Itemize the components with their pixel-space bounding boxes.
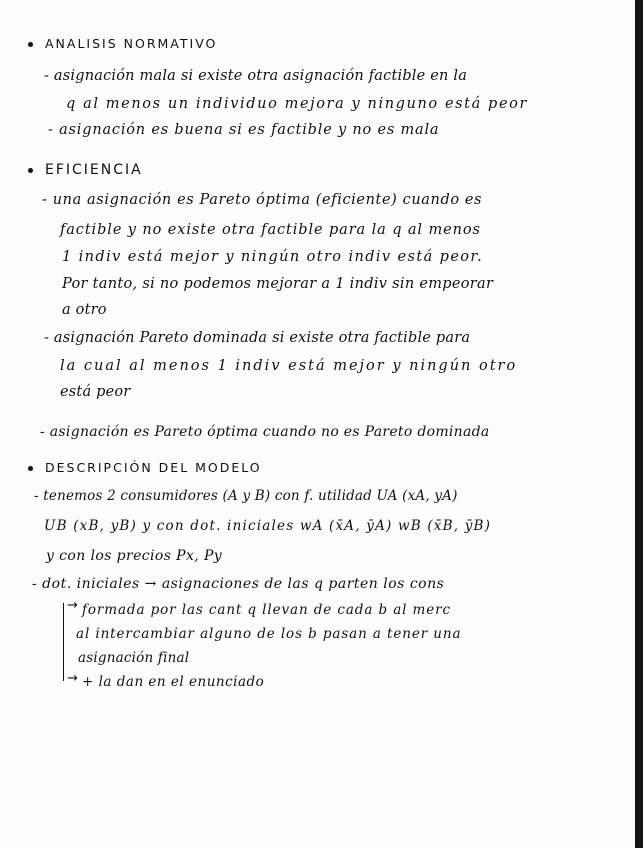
section-title-analisis: [28, 36, 217, 51]
analisis-title-text: ANALISIS NORMATIVO: [45, 36, 218, 51]
eficiencia-line-1: - una asignación es Pareto óptima (eficiente) cuando es: [42, 192, 483, 208]
modelo-title-text: DESCRIPCIÓN DEL MODELO: [45, 460, 262, 475]
section-title-eficiencia: [28, 162, 143, 178]
modelo-line-3: y con los precios Px, Py: [46, 548, 223, 564]
bullet-icon: [28, 168, 33, 173]
eficiencia-line-6: - asignación Pareto dominada si existe otra factible para: [44, 330, 471, 346]
grouping-bracket: [63, 603, 70, 681]
bullet-icon: [28, 466, 33, 471]
modelo-line-5: formada por las cant q llevan de cada b al merc: [82, 602, 451, 618]
arrow-right-icon: →: [67, 671, 78, 686]
eficiencia-line-4: Por tanto, si no podemos mejorar a 1 indiv sin empeorar: [62, 276, 494, 292]
arrow-right-icon: →: [67, 598, 78, 613]
analisis-line-1: - asignación mala si existe otra asignación factible en la: [44, 68, 468, 84]
eficiencia-line-3: 1 indiv está mejor y ningún otro indiv está peor.: [62, 249, 484, 265]
analisis-line-2: q al menos un individuo mejora y ninguno está peor: [66, 96, 528, 112]
eficiencia-line-2: factible y no existe otra factible para la q al menos: [60, 222, 481, 238]
modelo-line-7: asignación final: [78, 650, 190, 666]
page-edge-shadow: [635, 0, 643, 848]
bullet-icon: [28, 42, 33, 47]
eficiencia-title-text: EFICIENCIA: [45, 162, 143, 178]
modelo-line-6: al intercambiar alguno de los b pasan a tener una: [76, 626, 462, 642]
analisis-line-3: - asignación es buena si es factible y no es mala: [48, 122, 440, 138]
modelo-line-2: UB (xB, yB) y con dot. iniciales wA (x̄A, ȳA) wB (x̄B, ȳB): [44, 518, 492, 534]
modelo-line-4: - dot. iniciales → asignaciones de las q parten los cons: [32, 576, 445, 592]
modelo-line-8: + la dan en el enunciado: [82, 674, 265, 690]
section-title-modelo: [28, 460, 262, 475]
eficiencia-line-5: a otro: [62, 302, 107, 318]
modelo-line-1: - tenemos 2 consumidores (A y B) con f. utilidad UA (xA, yA): [34, 488, 458, 504]
eficiencia-line-8: está peor: [60, 384, 131, 400]
eficiencia-line-9: - asignación es Pareto óptima cuando no es Pareto dominada: [40, 424, 490, 440]
eficiencia-line-7: la cual al menos 1 indiv está mejor y ningún otro: [60, 358, 518, 374]
